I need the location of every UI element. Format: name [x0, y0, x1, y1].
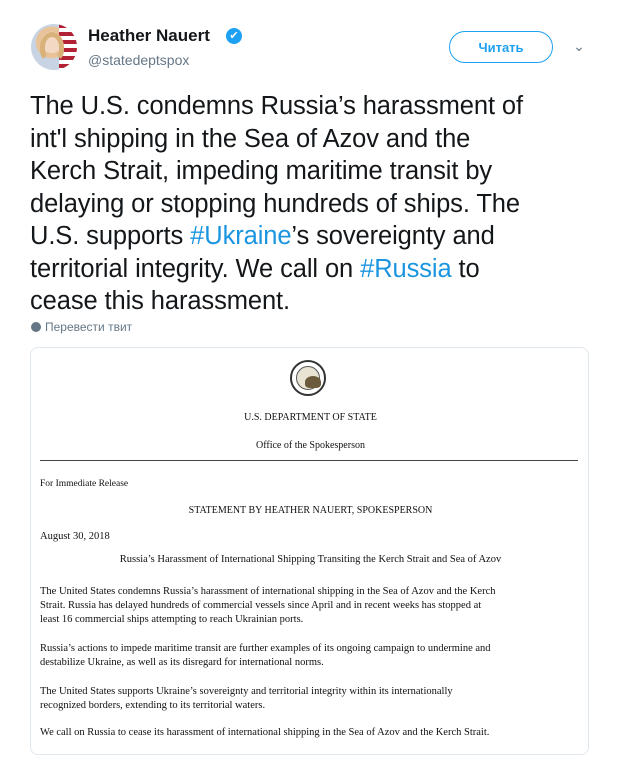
tweet-header — [0, 0, 620, 90]
tweet-line: The U.S. condemns Russia’s harassment of — [30, 92, 524, 120]
statement-paragraph: Russia’s actions to impede maritime transit are further examples of its ongoing campaign to undermine and destabilize Ukraine, as well as its disregard for international norms. — [40, 643, 491, 668]
hashtag-russia[interactable]: #Russia — [360, 254, 452, 283]
statement-paragraph: The United States supports Ukraine’s sovereignty and territorial integrity within its internationally recognized borders, extending to its territorial waters. — [40, 686, 453, 711]
attached-image[interactable] — [30, 347, 589, 755]
statement-by: STATEMENT BY HEATHER NAUERT, SPOKESPERSON — [188, 505, 433, 516]
statement-paragraph: The United States condemns Russia’s harassment of international shipping in the Sea of Azov and the Kerch Strait. Russia has delayed hundreds of commercial vessels since April and in recent weeks has stopped at least 16 commercial ships attempting to reach Ukrainian ports. — [40, 586, 496, 625]
tweet-line: territorial integrity. We call on #Russia to — [30, 254, 480, 283]
statement-date: August 30, 2018 — [40, 531, 110, 542]
globe-icon — [31, 322, 41, 332]
tweet-line: delaying or stopping hundreds of ships. The — [30, 189, 520, 218]
release-note: For Immediate Release — [40, 479, 129, 489]
statement-paragraph: We call on Russia to cease its harassment of international shipping in the Sea of Azov and the Kerch Strait. — [40, 727, 490, 738]
translate-tweet-link[interactable]: Перевести твит — [31, 320, 132, 334]
avatar[interactable] — [31, 24, 77, 70]
press-statement-document — [31, 348, 589, 755]
follow-button[interactable]: Читать — [449, 31, 553, 63]
state-department-seal-icon — [290, 360, 326, 396]
tweet-line: U.S. supports #Ukraine’s sovereignty and — [30, 222, 495, 250]
tweet-line: Kerch Strait, impeding maritime transit by — [30, 157, 493, 185]
chevron-down-icon[interactable]: ⌄ — [573, 38, 585, 54]
tweet-line: cease this harassment. — [30, 287, 291, 315]
department-title: U.S. DEPARTMENT OF STATE — [244, 412, 377, 423]
divider — [40, 460, 578, 461]
office-title: Office of the Spokesperson — [256, 440, 365, 451]
avatar-portrait — [40, 32, 64, 62]
tweet-text — [30, 90, 600, 318]
author-handle[interactable]: @statedeptspox — [88, 52, 190, 68]
verified-badge-icon: ✔ — [226, 28, 242, 44]
statement-headline: Russia’s Harassment of International Shipping Transiting the Kerch Strait and Sea of Azov — [119, 554, 502, 565]
author-name[interactable]: Heather Nauert — [88, 26, 210, 45]
hashtag-ukraine[interactable]: #Ukraine — [190, 222, 292, 250]
tweet-line: int'l shipping in the Sea of Azov and the — [30, 124, 471, 153]
